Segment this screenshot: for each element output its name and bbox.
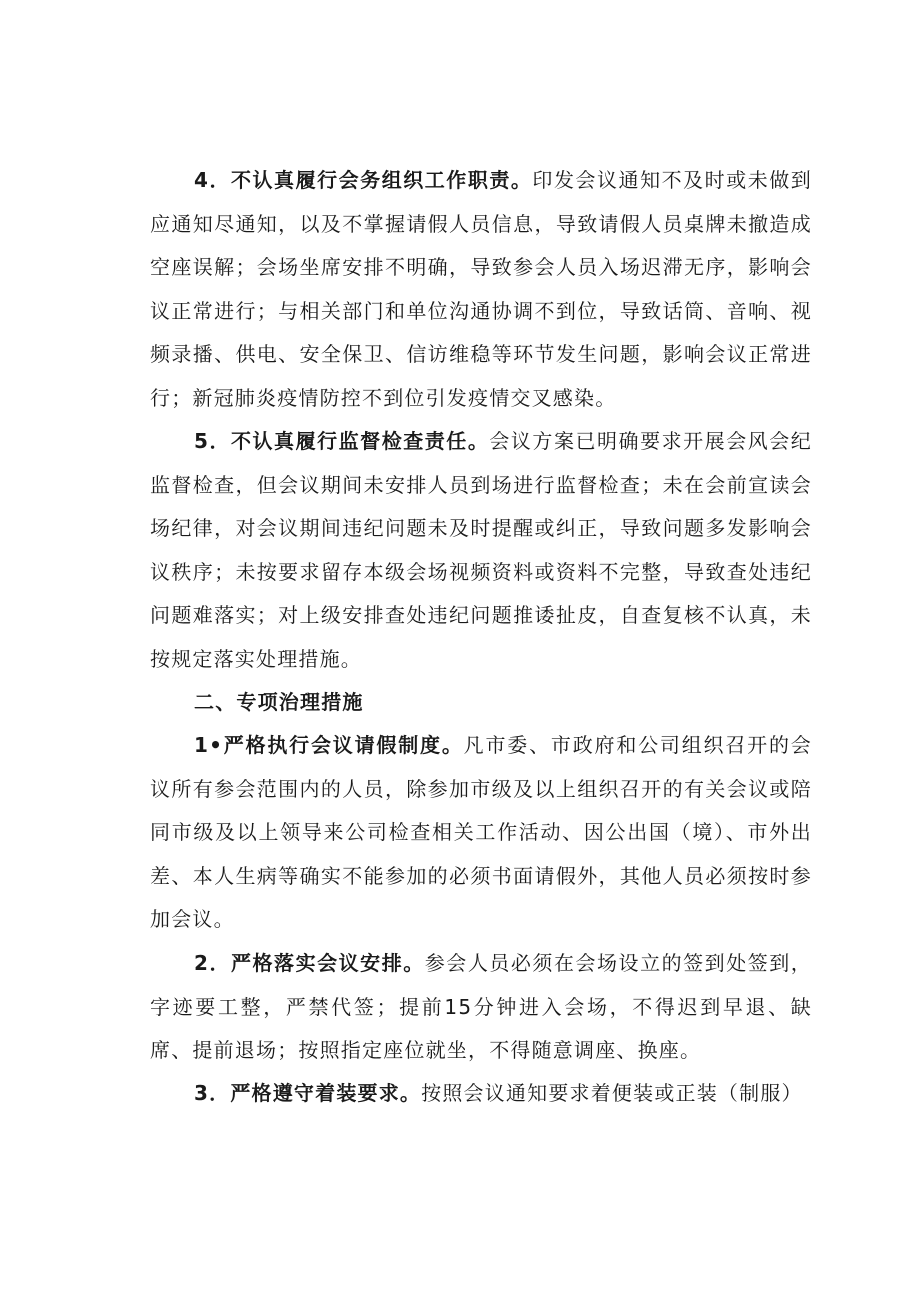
measure-item-1 [150,724,812,942]
paragraph-lead: 4．不认真履行会务组织工作职责。 [194,168,533,192]
measure-lead: 2．严格落实会议安排。 [194,951,425,975]
measure-item-3 [150,1072,812,1116]
measure-body: 参会人员必须在会场设立的签到处签到，字迹要工整，严禁代签；提前15分钟进入会场，不得迟到早退、缺席、提前退场；按照指定座位就坐，不得随意调座、换座。 [150,951,812,1062]
paragraph-item-4 [150,159,812,420]
paragraph-body: 会议方案已明确要求开展会风会纪监督检查，但会议期间未安排人员到场进行监督检查；未在会前宣读会场纪律，对会议期间违纪问题未及时提醒或纠正，导致问题多发影响会议秩序；未按要求留存本级会场视频资料或资料不完整，导致查处违纪问题难落实；对上级安排查处违纪问题推诿扯皮，自查复核不认真，未按规定落实处理措施。 [150,429,812,671]
measure-body: 凡市委、市政府和公司组织召开的会议所有参会范围内的人员，除参加市级及以上组织召开的有关会议或陪同市级及以上领导来公司检查相关工作活动、因公出国（境）、市外出差、本人生病等确实不能参加的必须书面请假外，其他人员必须按时参加会议。 [150,733,812,931]
paragraph-lead: 5．不认真履行监督检查责任。 [194,429,490,453]
measure-lead: 1•严格执行会议请假制度。 [194,733,464,757]
measure-item-2 [150,942,812,1073]
section-heading: 二、专项治理措施 [194,690,364,714]
measure-lead: 3．严格遵守着装要求。 [194,1081,422,1105]
measure-body: 按照会议通知要求着便装或正装（制服） [421,1081,803,1105]
paragraph-body: 印发会议通知不及时或未做到应通知尽通知，以及不掌握请假人员信息，导致请假人员桌牌未撤造成空座误解；会场坐席安排不明确，导致参会人员入场迟滞无序，影响会议正常进行；与相关部门和单位沟通协调不到位，导致话筒、音响、视频录播、供电、安全保卫、信访维稳等环节发生问题，影响会议正常进行；新冠肺炎疫情防控不到位引发疫情交叉感染。 [150,168,812,410]
paragraph-item-5 [150,420,812,681]
